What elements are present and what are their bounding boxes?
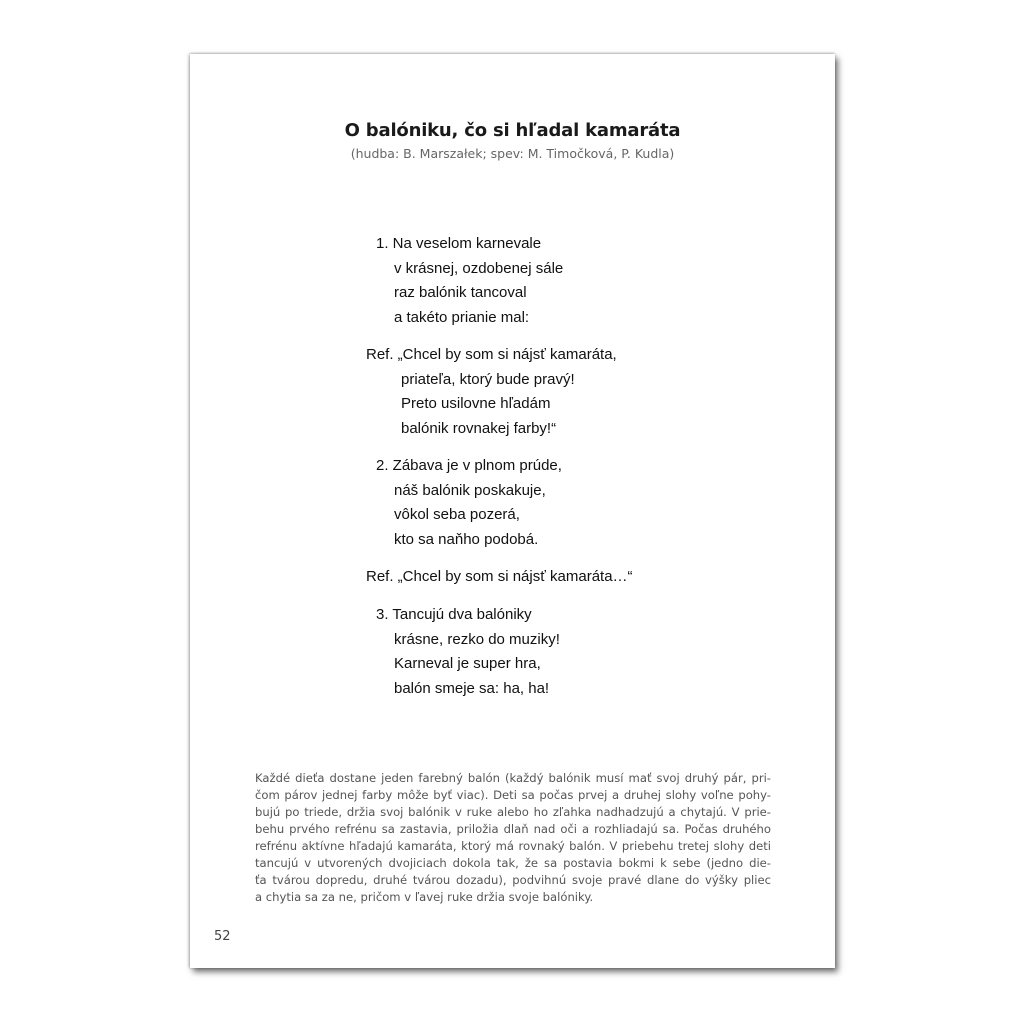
lyric-line: balónik rovnakej farby!“: [401, 419, 557, 437]
lyric-line: raz balónik tancoval: [394, 284, 527, 301]
song-credits: (hudba: B. Marszałek; spev: M. Timočková, P. Kudla): [350, 146, 675, 161]
instruction-line: ťa tvárou dopredu, druhé tvárou dozadu), podvihnú svoje pravé dlane do výšky pliec: [255, 873, 771, 887]
stanza-verse-3: [376, 603, 560, 701]
lyric-line: kto sa naňho podobá.: [394, 530, 539, 548]
song-title: O balóniku, čo si hľadal kamaráta: [344, 120, 681, 141]
lyric-line: vôkol seba pozerá,: [394, 506, 520, 523]
stanza-refrain-2: [366, 565, 633, 590]
lyric-line: a takéto prianie mal:: [394, 308, 530, 326]
instruction-line: refrénu aktívne hľadajú kamaráta, ktorý má rovnaký balón. V priebehu tretej slohy deti: [255, 839, 771, 853]
activity-instructions: [255, 770, 771, 906]
lyric-line: Ref. „Chcel by som si nájsť kamaráta,: [366, 346, 617, 363]
lyric-line: 1. Na veselom karnevale: [376, 235, 542, 252]
book-page: [190, 54, 835, 968]
instruction-line: tancujú v utvorených dvojiciach dokola tak, že sa postavia bokmi k sebe (jedno die-: [255, 856, 771, 870]
lyric-line: náš balónik poskakuje,: [394, 481, 546, 499]
lyric-line: Karneval je super hra,: [394, 655, 541, 672]
lyric-line: Ref. „Chcel by som si nájsť kamaráta…“: [366, 568, 633, 585]
instruction-line: Každé dieťa dostane jeden farebný balón (každý balónik musí mať svoj druhý pár, pri-: [255, 771, 771, 785]
lyric-line: priateľa, ktorý bude pravý!: [401, 370, 575, 388]
instruction-line: a chytia sa za ne, pričom v ľavej ruke držia svoje balóniky.: [255, 890, 594, 904]
stanza-verse-1: [376, 232, 563, 330]
lyric-line: balón smeje sa: ha, ha!: [394, 679, 550, 697]
lyric-line: 2. Zábava je v plnom prúde,: [376, 457, 562, 474]
stanza-refrain-1: [366, 343, 617, 441]
stanza-verse-2: [376, 454, 562, 552]
lyric-line: 3. Tancujú dva balóniky: [376, 606, 532, 623]
lyric-line: krásne, rezko do muziky!: [394, 630, 560, 648]
instruction-line: behu prvého refrénu sa zastavia, priložia dlaň nad oči a rozhliadajú sa. Počas druhého: [255, 822, 771, 836]
lyric-line: v krásnej, ozdobenej sále: [394, 259, 564, 277]
instruction-line: čom párov jednej farby môže byť viac). Deti sa počas prvej a druhej slohy voľne pohy-: [255, 788, 771, 802]
lyric-line: Preto usilovne hľadám: [401, 395, 551, 412]
page-number: 52: [214, 929, 231, 944]
instruction-line: bujú po triede, držia svoj balónik v ruke alebo ho zľahka nadhadzujú a chytajú. V prie-: [255, 805, 771, 819]
